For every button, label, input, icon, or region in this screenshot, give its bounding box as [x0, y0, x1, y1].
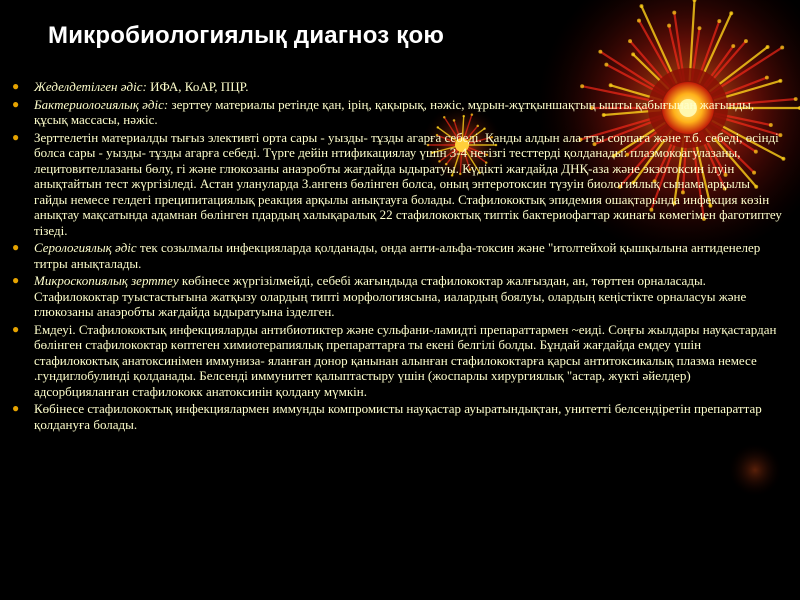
bullet-dot-icon: ● — [12, 96, 20, 111]
bullet-lead: Жеделдетілген әдіс: — [34, 79, 147, 94]
bullet-lead: Серологиялық әдіс — [34, 240, 137, 255]
bullet-list — [12, 79, 786, 434]
bullet-dot-icon: ● — [12, 273, 20, 287]
slide-title: Микробиологиялық диагноз қою — [48, 22, 445, 49]
bullet-dot-icon: ● — [12, 79, 20, 93]
bullet-text: зерттеу материалы ретінде қан, ірің, қақырық, нәжіс, мұрын-жұтқыншақтың ышты қабығынан жағынды, құсық массасы, нәжіс. — [34, 96, 755, 127]
bullet-dot-icon: ● — [12, 401, 20, 415]
bullet-item-rapid-method — [12, 79, 786, 95]
bullet-lead: Микроскопиялық зерттеу — [34, 273, 179, 288]
bullet-text: тек созылмалы инфекцияларда қолданады, онда анти-альфа-токсин және "итолтейхой қышқылына антиденелер титры анықталады. — [34, 240, 761, 271]
bullet-lead: Бактериологиялық әдіс: — [34, 96, 169, 112]
bullet-item-immunocompromised — [12, 401, 786, 432]
bullet-item-serological-method — [12, 240, 786, 271]
bullet-dot-icon: ● — [12, 129, 20, 144]
bullet-item-culture-procedure — [12, 130, 786, 239]
bullet-item-treatment — [12, 322, 786, 400]
bullet-dot-icon: ● — [12, 321, 20, 336]
bullet-text: Емдеуі. Стафилококтық инфекцияларды антибиотиктер және сульфани-ламидті препараттармен ~еиді. Соңғы жылдары науқастардан бөлінген стафилококтар көптеген химиотерапиялық препараттарға ты екені белгілі болды. Бұндай жағдайда емдеу үшін стафилококтық анатоксинімен иммуниза- яланған донор қанынан алынған стафилококтарға қарсы антитоксикалық плазма немесе .гундиглобулинді қолданады. Белсенді иммунитет қалыптастыру үшін (жоспарлы хирургиялық "астар, жүкті әйелдер) адсорбцияланған стафилококк анатоксинін қолдану мүмкін. — [34, 321, 777, 399]
bullet-text: көбінесе жүргізілмейді, себебі жағындыда стафилококтар жалғыздан, ан, төрттен орналасады. Стафилококтар туыстастығына жатқызу олардың типті морфологиясына, иалардың боялуы, олардың кеңістікте орналасуы және глюкозаны анаэробты жағдайда ыдыратуына ізделген. — [34, 273, 747, 319]
bullet-item-microscopic-study — [12, 273, 786, 320]
bullet-text: Зерттелетін материалды тығыз элективті орта сары - уызды- тұзды агарға себеді. Қанды алдын ала тты сорпаға және т.б. себеді, өсінді болса сары - уызды- тұзды агарға себеді. Түрге дейін нтификациялау үшін 3-4 негізгі тесттерді қолданады: плазмокоагулазаны, лецитовителлазаны бөлу, гі және глюкозаны анаэробты жағдайда ыдыратуы. Күдікті жағдайда ДНҚ-аза және экзотоксин ілуін анықтайтын тест жүргізіледі. Астан улануларда З.ангенз бөлінген болса, оның энтеротоксин түзуін биологиялық сынама арқылы гайды немесе гелдегі преципитациялық реакция арқылы анықтауға болады. Стафилококтық эпидемия ошақтарында инфекция көзін анықтау мақсатында адамнан бөлінген пдардың халықаралық 22 стафилококтық типтік бактериофагтар жинағы көмегімен фаготиптеу тізеді. — [34, 129, 782, 238]
bullet-dot-icon: ● — [12, 240, 20, 254]
bullet-text: Көбінесе стафилококтық инфекциялармен иммунды компромисты науқастар ауыратындықтан, унитетті белсендіретін препараттар қолдануға болады. — [34, 401, 762, 432]
bullet-text: ИФА, КоАР, ПЦР. — [146, 79, 249, 94]
bullet-item-bacteriological-method — [12, 97, 786, 128]
